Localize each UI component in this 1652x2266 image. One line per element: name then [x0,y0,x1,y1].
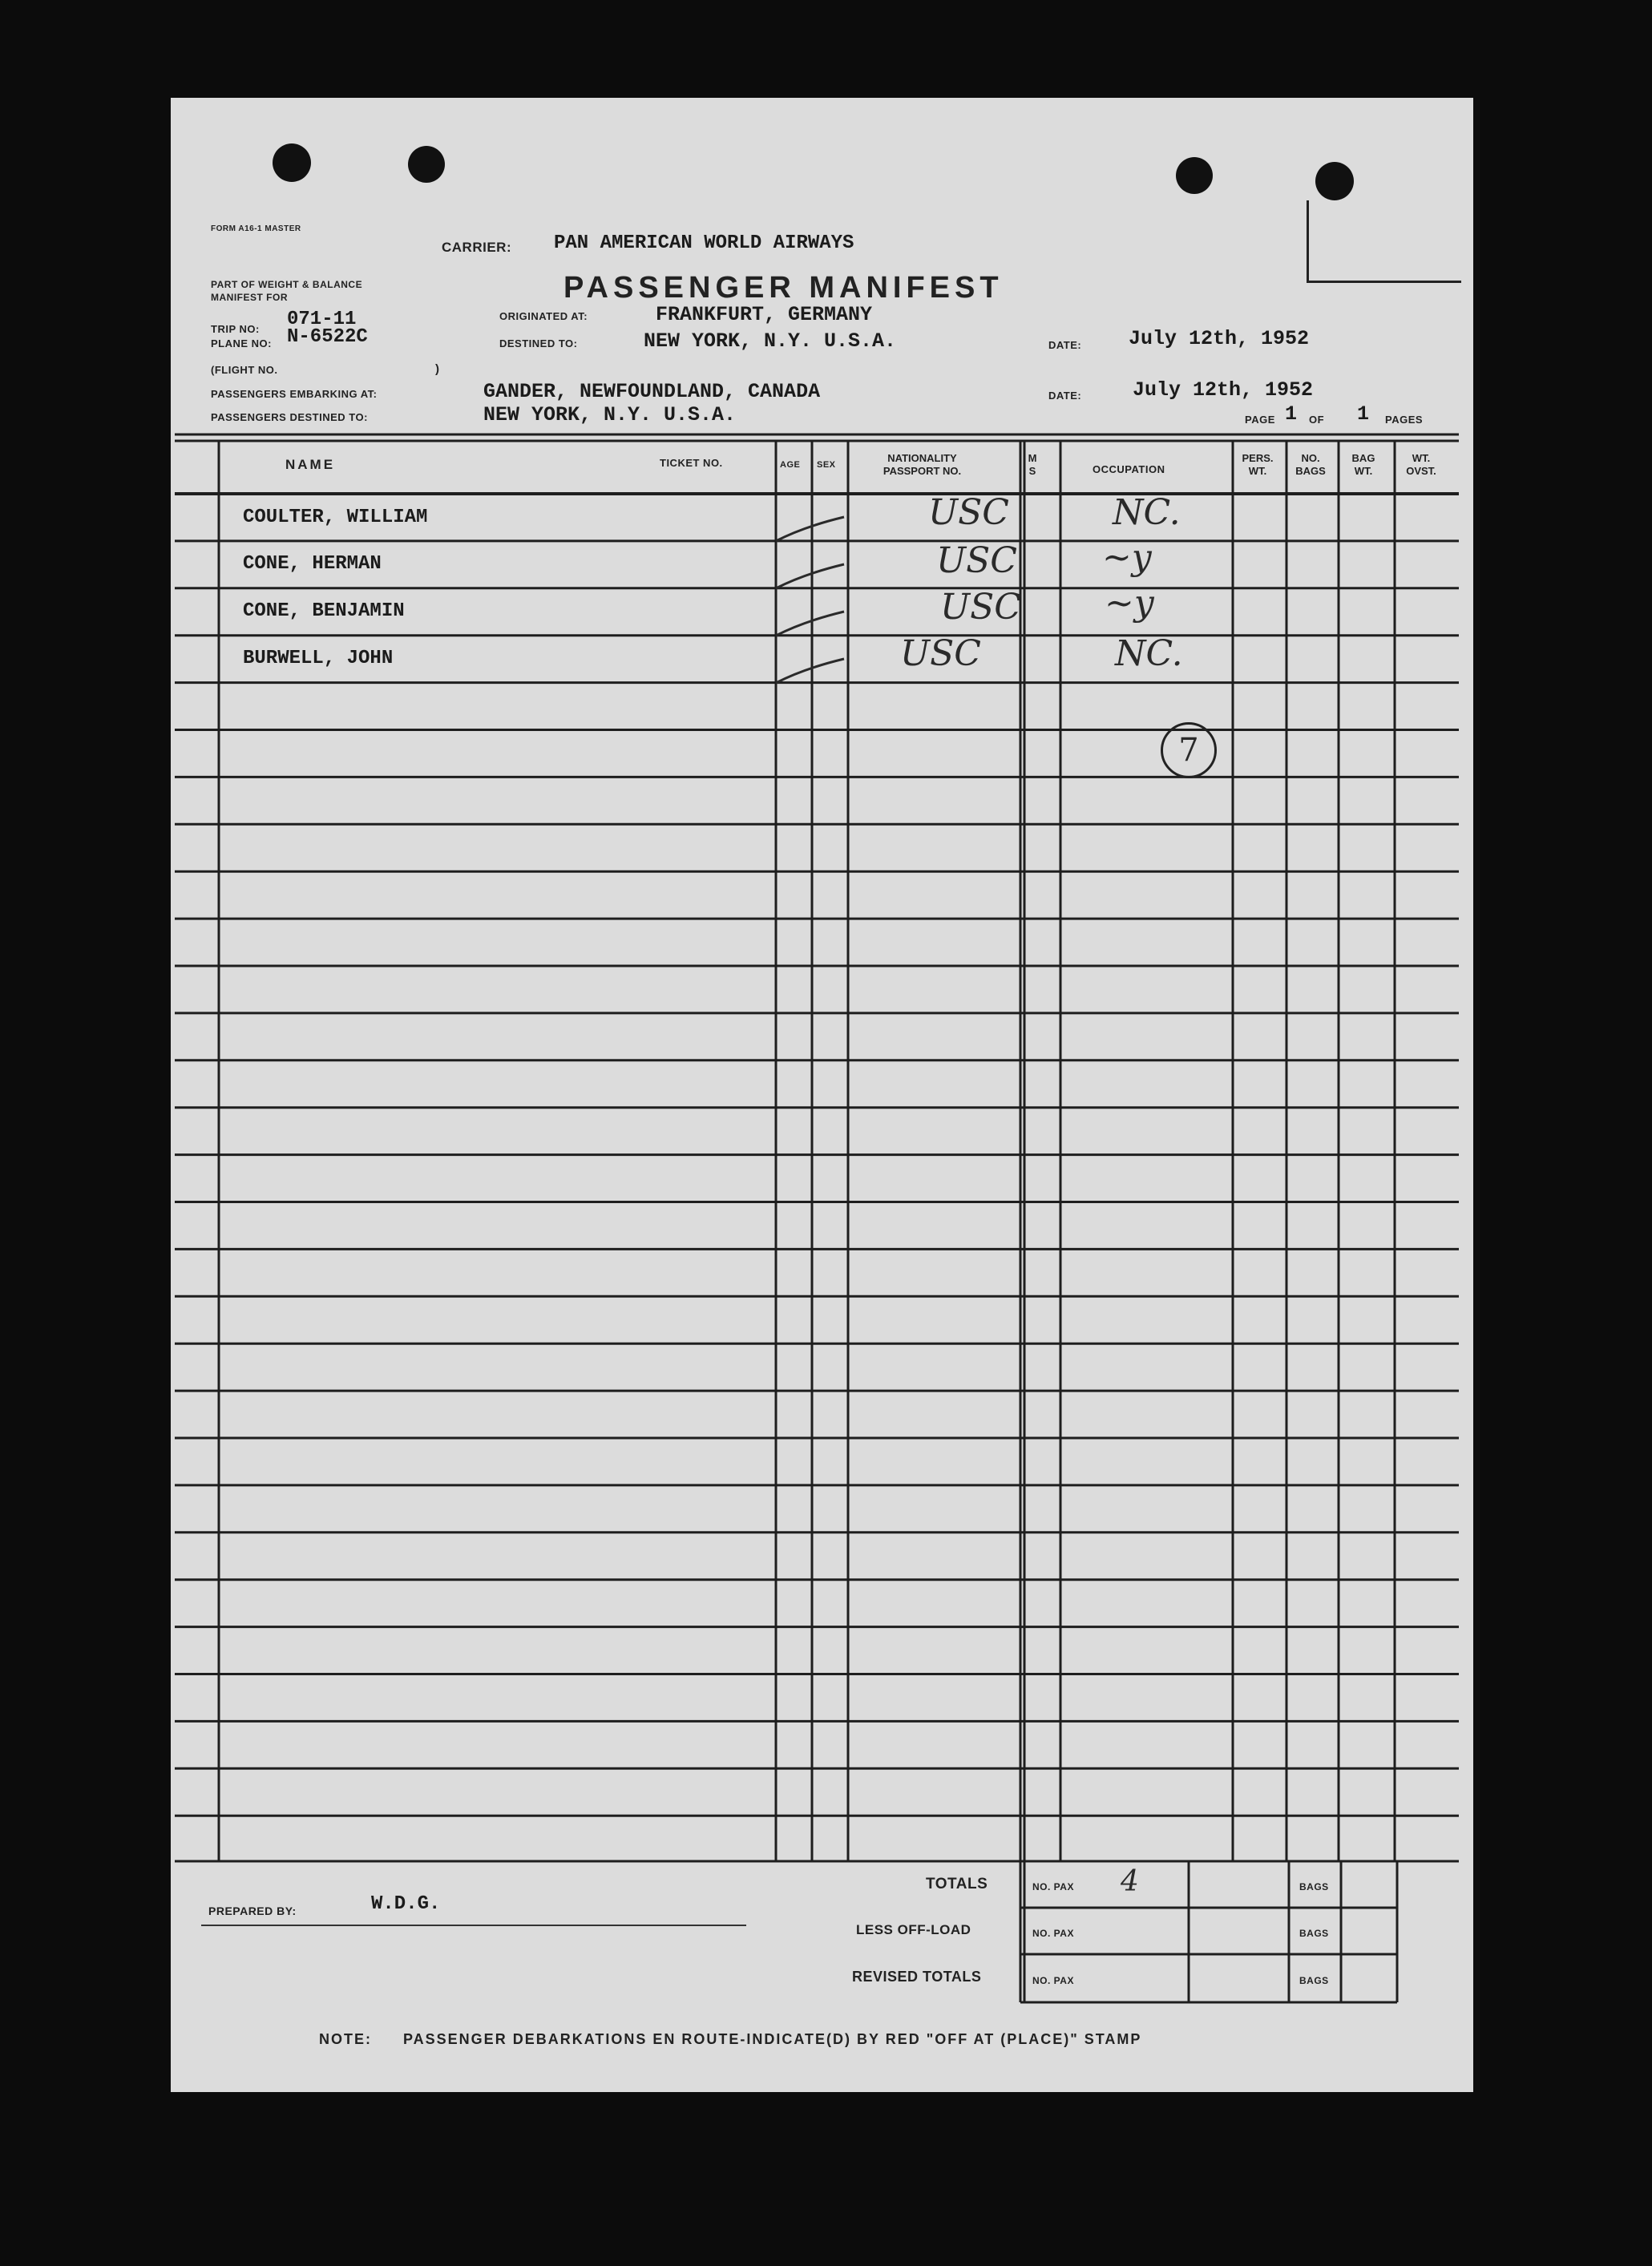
less-offload-label: LESS OFF-LOAD [856,1922,971,1937]
nationality-line2: PASSPORT NO. [883,465,962,477]
no-pax-label: NO. PAX [1032,1975,1074,1986]
trip-label: TRIP NO: [211,323,260,335]
prepared-underline [201,1925,746,1926]
page-label: PAGE [1245,414,1275,426]
col-header-occupation: OCCUPATION [1093,463,1165,475]
passenger-name: CONE, HERMAN [243,553,382,575]
total-pax-value: 4 [1121,1865,1139,1898]
pers-line1: PERS. [1242,452,1274,464]
col-header-sex: SEX [817,460,836,470]
plane-number: N-6522C [287,326,368,348]
col-header-wt-ovst [1397,452,1445,478]
pen-stroke [776,659,844,683]
ovst-line2: OVST. [1406,465,1436,477]
prepared-label: PREPARED BY: [208,1904,297,1917]
manifest-grid [171,98,1473,2092]
ovst-line1: WT. [1412,452,1431,464]
col-header-name: NAME [285,457,336,472]
pen-stroke [776,564,844,588]
bags-label: BAGS [1299,1881,1329,1892]
date-label: DATE: [1048,339,1082,351]
passenger-nationality: USC [940,587,1021,628]
bags-line2: BAGS [1295,465,1326,477]
pages-label: PAGES [1385,414,1424,426]
passenger-nationality: USC [936,540,1017,581]
note-label: NOTE: [319,2031,372,2047]
trip-number: 071-11 [287,309,357,330]
passenger-name: CONE, BENJAMIN [243,600,405,622]
bags-label: BAGS [1299,1975,1329,1986]
no-pax-label: NO. PAX [1032,1881,1074,1892]
originated-value: FRANKFURT, GERMANY [656,303,873,326]
ms-line2: S [1028,465,1036,477]
part-of-line1: PART OF WEIGHT & BALANCE [211,279,363,290]
bags-line1: NO. [1301,452,1320,464]
passenger-occupation: ~y [1102,537,1152,578]
bags-label: BAGS [1299,1928,1329,1939]
bagwt-line1: BAG [1351,452,1375,464]
page-total: 1 [1357,402,1370,426]
destined-value: NEW YORK, N.Y. U.S.A. [644,329,897,353]
totals-label: TOTALS [926,1876,988,1892]
no-pax-label: NO. PAX [1032,1928,1074,1939]
passenger-nationality: USC [900,633,981,674]
part-of-line2: MANIFEST FOR [211,292,288,303]
col-header-ticket: TICKET NO. [660,457,723,469]
date2-value: July 12th, 1952 [1133,378,1314,402]
passenger-occupation: NC. [1115,633,1183,674]
originated-label: ORIGINATED AT: [499,310,588,322]
flight-label: (FLIGHT NO. [211,364,278,376]
col-header-pers-wt [1234,452,1282,478]
note-text: PASSENGER DEBARKATIONS EN ROUTE-INDICATE(D) BY RED "OFF AT (PLACE)" STAMP [403,2031,1142,2047]
passenger-name: COULTER, WILLIAM [243,507,428,528]
form-number: FORM A16-1 MASTER [211,224,301,233]
col-header-age: AGE [780,460,801,470]
revised-totals-label: REVISED TOTALS [852,1969,982,1985]
carrier-value: PAN AMERICAN WORLD AIRWAYS [554,232,854,254]
date-value: July 12th, 1952 [1129,327,1310,350]
col-header-nationality [852,452,992,478]
col-header-no-bags [1286,452,1335,478]
passenger-name: BURWELL, JOHN [243,648,394,669]
circled-mark [1161,722,1217,778]
embarking-label: PASSENGERS EMBARKING AT: [211,388,378,400]
pax-destined-value: NEW YORK, N.Y. U.S.A. [483,403,737,426]
ms-line1: M [1028,452,1037,464]
passenger-occupation: ~y [1105,583,1154,624]
circled-number: 7 [1178,732,1199,769]
plane-label: PLANE NO: [211,337,272,349]
page-title: PASSENGER MANIFEST [563,271,1004,305]
col-header-bag-wt [1339,452,1387,478]
pax-destined-label: PASSENGERS DESTINED TO: [211,411,368,423]
pen-stroke [776,612,844,636]
carrier-label: CARRIER: [442,240,512,255]
manifest-sheet [171,98,1473,2092]
passenger-nationality: USC [928,492,1009,533]
nationality-line1: NATIONALITY [887,452,957,464]
of-label: OF [1309,414,1325,426]
destined-label: DESTINED TO: [499,337,578,349]
prepared-by: W.D.G. [371,1893,441,1915]
flight-close: ) [435,362,440,376]
page-number: 1 [1285,402,1298,426]
col-header-ms [1024,452,1041,478]
date2-label: DATE: [1048,390,1082,402]
embarking-value: GANDER, NEWFOUNDLAND, CANADA [483,380,821,403]
pers-line2: WT. [1248,465,1267,477]
bagwt-line2: WT. [1354,465,1373,477]
pen-stroke [776,517,844,541]
passenger-occupation: NC. [1113,492,1181,533]
